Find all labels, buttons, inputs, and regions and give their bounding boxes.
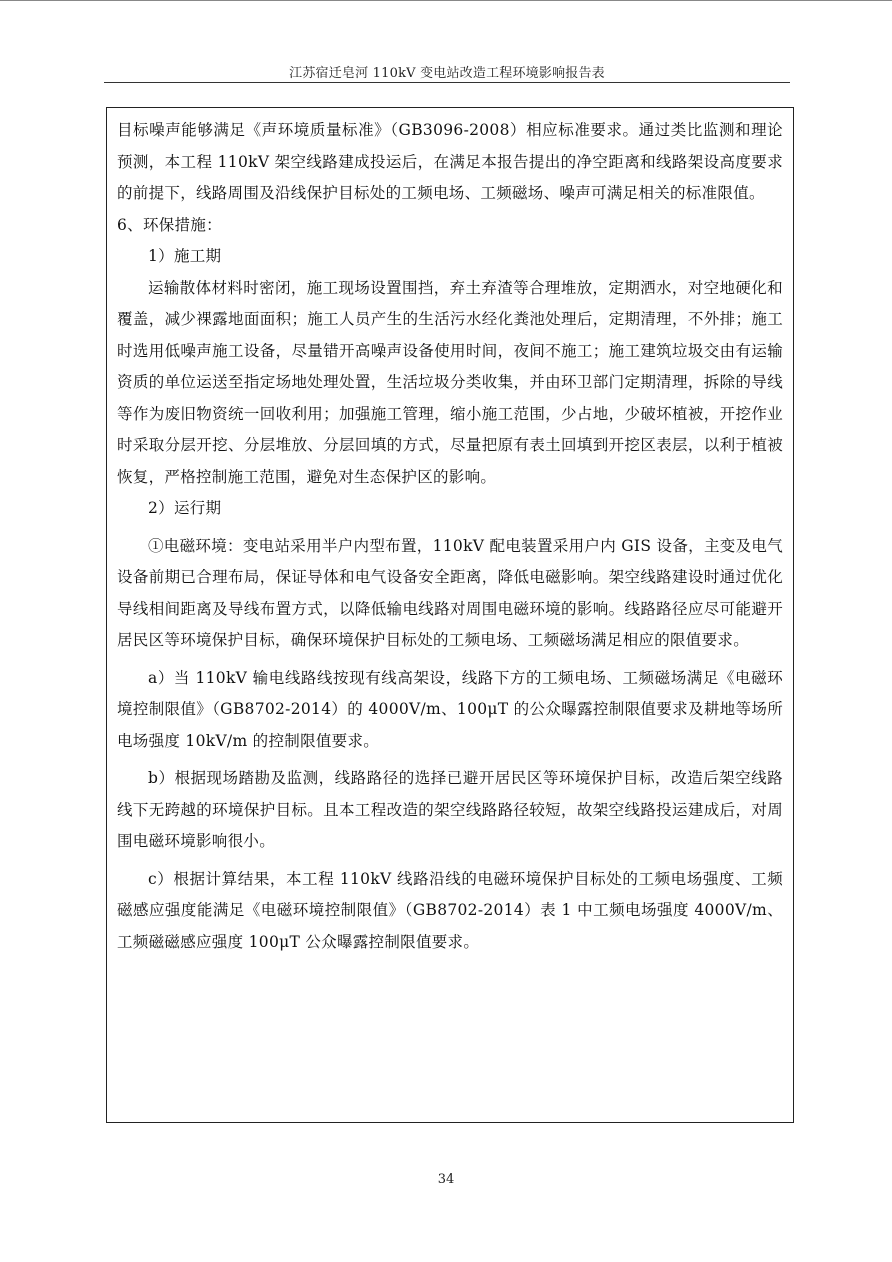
page-top-edge: [0, 0, 892, 1]
content-table-cell: [106, 107, 794, 1123]
section-title: 6、环保措施：: [117, 215, 222, 234]
electromagnetic-environment-paragraph: ①电磁环境：变电站采用半户内型布置，110kV 配电装置采用户内 GIS 设备，主变及电气设备前期已合理布局，保证导体和电气设备安全距离，降低电磁影响。架空线路建设时通过优化导线相间距离及导线布置方式，以降低输电线路对周围电磁环境的影响。线路路径应尽可能避开居民区等环境保护目标，确保环境保护目标处的工频电场、工频磁场满足相应的限值要求。: [117, 536, 783, 649]
item-b-paragraph: b）根据现场踏勘及监测，线路路径的选择已避开居民区等环境保护目标，改造后架空线路线下无跨越的环境保护目标。且本工程改造的架空线路路径较短，故架空线路投运建成后，对周围电磁环境影响很小。: [117, 769, 783, 850]
construction-measures-paragraph: 运输散体材料时密闭，施工现场设置围挡，弃土弃渣等合理堆放，定期洒水，对空地硬化和覆盖，减少裸露地面面积；施工人员产生的生活污水经化粪池处理后，定期清理，不外排；施工时选用低噪声施工设备，尽量错开高噪声设备使用时间，夜间不施工；施工建筑垃圾交由有运输资质的单位运送至指定场地处理处置，生活垃圾分类收集，并由环卫部门定期清理，拆除的导线等作为废旧物资统一回收利用；加强施工管理，缩小施工范围，少占地，少破坏植被，开挖作业时采取分层开挖、分层堆放、分层回填的方式，尽量把原有表土回填到开挖区表层，以利于植被恢复，严格控制施工范围，避免对生态保护区的影响。: [117, 278, 783, 486]
page-number: 34: [437, 1172, 455, 1187]
intro-paragraph: 目标噪声能够满足《声环境质量标准》（GB3096-2008）相应标准要求。通过类比监测和理论预测，本工程 110kV 架空线路建成投运后，在满足本报告提出的净空距离和线路架设高度要求的前提下，线路周围及沿线保护目标处的工频电场、工频磁场、噪声可满足相关的标准限值。: [117, 121, 783, 202]
construction-period-heading: 1）施工期: [148, 247, 222, 265]
header-rule: [104, 82, 790, 83]
operation-period-heading: 2）运行期: [148, 499, 222, 517]
item-a-paragraph: a）当 110kV 输电线路线按现有线高架设，线路下方的工频电场、工频磁场满足《电磁环境控制限值》（GB8702-2014）的 4000V/m、100μT 的公众曝露控制限值要求及耕地等场所电场强度 10kV/m 的控制限值要求。: [117, 668, 783, 750]
item-c-paragraph: c）根据计算结果，本工程 110kV 线路沿线的电磁环境保护目标处的工频电场强度、工频磁感应强度能满足《电磁环境控制限值》（GB8702-2014）表 1 中工频电场强度 4000V/m、工频磁磁感应强度 100μT 公众曝露控制限值要求。: [117, 869, 783, 951]
page-header-title: 江苏宿迁皂河 110kV 变电站改造工程环境影响报告表: [289, 66, 605, 81]
